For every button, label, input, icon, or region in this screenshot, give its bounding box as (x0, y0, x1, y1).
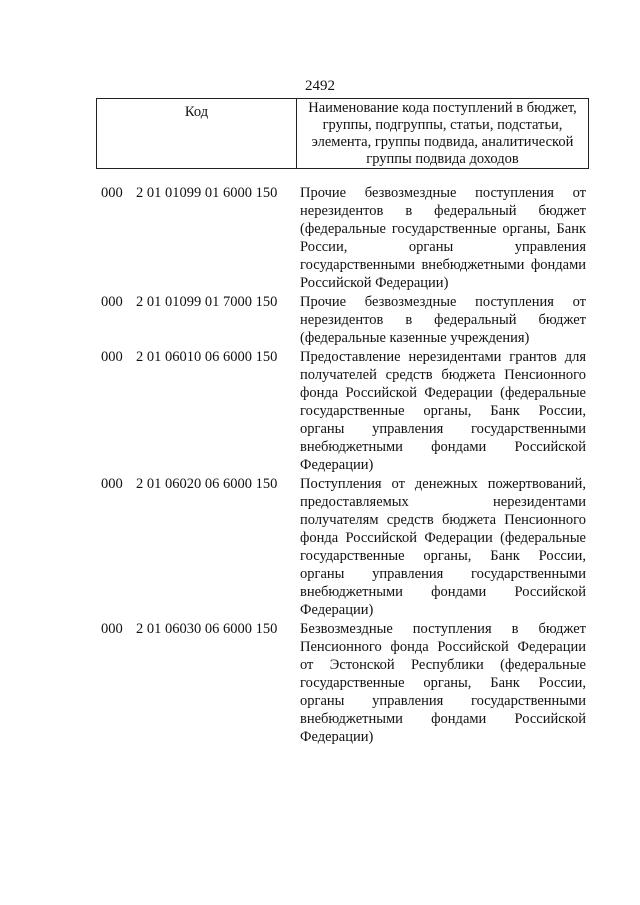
row-prefix: 000 (101, 185, 123, 201)
row-description: Поступления от денежных пожертвований, предоставляемых нерезидентами получателям средств бюджета Пенсионного фонда Российской Федерации (федеральные государственные органы, Банк России, органы управления государственными внебюджетными фондами Российской Федерации) (300, 476, 586, 618)
row-code: 2 01 06010 06 6000 150 (136, 349, 278, 365)
row-prefix: 000 (101, 476, 123, 492)
table-header (96, 98, 589, 169)
row-description: Безвозмездные поступления в бюджет Пенсионного фонда Российской Федерации от Эстонской Республики (федеральные государственные органы, Банк России, органы управления государственными внебюджетными фондами Российской Федерации) (300, 621, 586, 745)
table-row (96, 475, 589, 619)
table-row (96, 348, 589, 474)
row-prefix: 000 (101, 294, 123, 310)
row-prefix: 000 (101, 621, 123, 637)
row-description: Прочие безвозмездные поступления от нерезидентов в федеральный бюджет (федеральные государственные органы, Банк России, органы управления государственными внебюджетными фондами Российской Федерации) (300, 185, 586, 291)
table-body (96, 184, 589, 747)
table-row (96, 184, 589, 292)
row-code: 2 01 01099 01 6000 150 (136, 185, 278, 201)
row-code: 2 01 01099 01 7000 150 (136, 294, 278, 310)
row-description: Прочие безвозмездные поступления от нерезидентов в федеральный бюджет (федеральные казенные учреждения) (300, 294, 586, 346)
page-number: 2492 (305, 78, 335, 94)
row-code: 2 01 06020 06 6000 150 (136, 476, 278, 492)
row-code: 2 01 06030 06 6000 150 (136, 621, 278, 637)
header-name-cell: Наименование кода поступлений в бюджет, группы, подгруппы, статьи, подстатьи, элемента, группы подвида, аналитической группы подвида доходов (308, 100, 577, 167)
table-row (96, 620, 589, 746)
table-row (96, 293, 589, 347)
header-code-cell: Код (97, 99, 297, 168)
row-prefix: 000 (101, 349, 123, 365)
row-description: Предоставление нерезидентами грантов для получателей средств бюджета Пенсионного фонда Российской Федерации (федеральные государственные органы, Банк России, органы управления государственными внебюджетными фондами Российской Федерации) (300, 349, 586, 473)
